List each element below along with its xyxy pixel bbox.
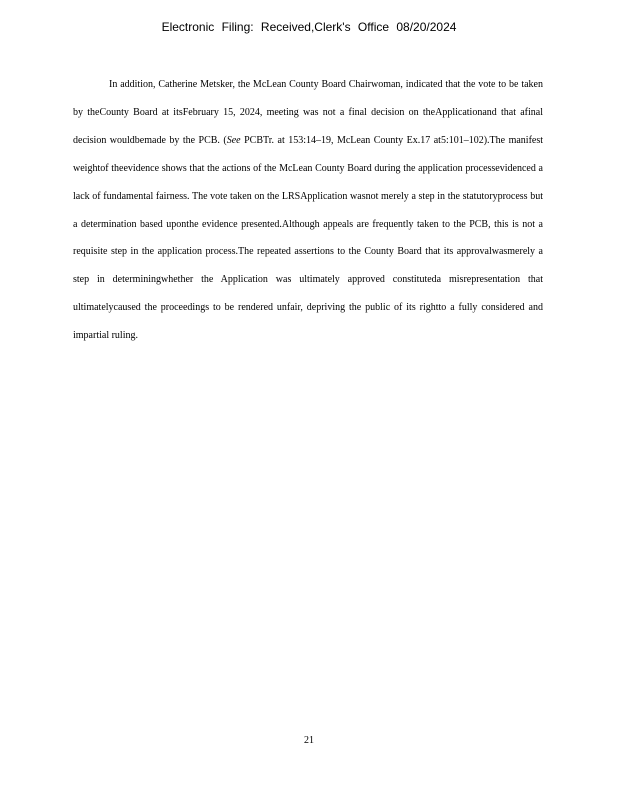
filing-stamp-header: Electronic Filing: Received,Clerk's Office 08/20/2024 [161, 20, 457, 34]
paragraph-text-part-2: PCBTr. at 153:14–19, McLean County Ex.17 at5:101–102).The manifest weightof theevidence shows that the actions of the McLean County Board during the application processevidenced a lack of fundamental fairness. The vote taken on the LRSApplication wasnot merely a step in the statutoryprocess but a determination based uponthe evidence presented.Although appeals are frequently taken to the PCB, this is not a requisite step in the application process.The repeated assertions to the County Board that its approvalwasmerely a step in determiningwhether the Application was ultimately approved constituteda misrepresentation that ultimatelycaused the proceedings to be rendered unfair, depriving the public of its rightto a fully considered and impartial ruling. [73, 134, 544, 342]
page-number: 21 [304, 735, 314, 746]
body-paragraph [73, 71, 543, 350]
paragraph-text-part-1: In addition, Catherine Metsker, the McLean County Board Chairwoman, indicated that the vote to be taken by theCounty Board at itsFebruary 15, 2024, meeting was not a final decision on theApplicationand that afinal decision wouldbemade by the PCB. ( [73, 79, 543, 146]
citation-signal-see: See [226, 134, 241, 146]
